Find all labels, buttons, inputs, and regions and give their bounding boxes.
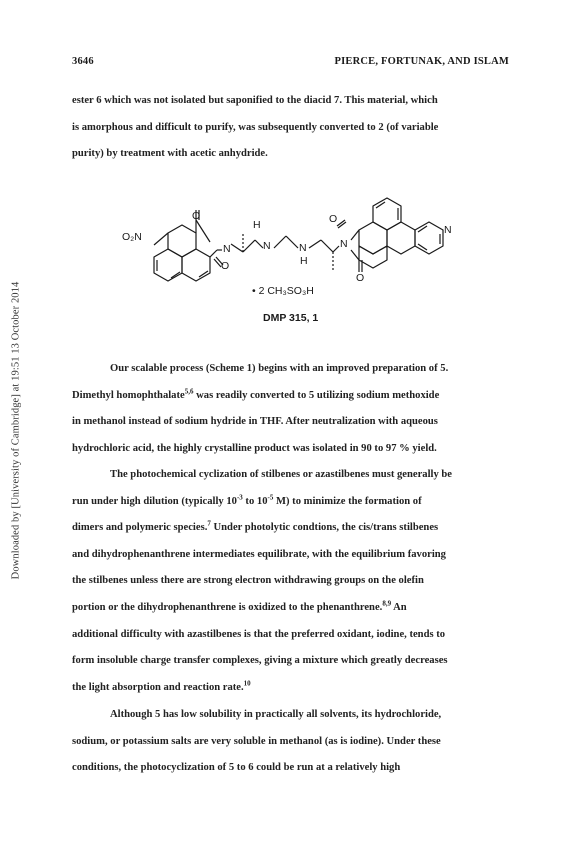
paragraph-scalable-process [72, 356, 506, 462]
nitro-label: O₂N [122, 231, 142, 243]
text-line: additional difficulty with azastilbenes is that the preferred oxidant, iodine, tends to [72, 628, 446, 640]
text-line: Although 5 has low solubility in practically all solvents, its hydrochloride, [110, 709, 442, 720]
salt-label: • 2 CH₃SO₃H [252, 285, 314, 297]
intro-paragraph [72, 88, 506, 168]
text-line: in methanol instead of sodium hydride in THF. After neutralization with aqueous [72, 416, 438, 428]
text-line: Dimethyl homophthalate$^{5,6}$ was readily converted to 5 utilizing sodium methoxide [72, 387, 440, 401]
text-line: portion or the dihydrophenanthrene is oxidized to the phenanthrene.$^{8,9}$ An [72, 599, 407, 613]
amine-nitrogen-label: N [299, 242, 307, 254]
structure-drawing [100, 180, 480, 330]
pyridine-nitrogen-label: N [444, 224, 452, 236]
text-line: is amorphous and difficult to purify, was subsequently converted to 2 (of variable [72, 121, 439, 133]
text-line: The photochemical cyclization of stilbenes or azastilbenes must generally be [110, 469, 453, 480]
text-line: the light absorption and reaction rate.$^{10}$ [72, 679, 251, 693]
download-note: Downloaded by [University of Cambridge] at 19:51 13 October 2014 [10, 281, 22, 579]
carbonyl-oxygen-label: O [192, 210, 201, 222]
text-line: hydrochloric acid, the highly crystalline product was isolated in 90 to 97 % yield. [72, 442, 437, 454]
paragraph-solubility [72, 702, 506, 782]
text-line: run under high dilution (typically $10^{-3}$ to $10^{-5}$ M) to minimize the formation of [72, 493, 422, 507]
amine-nitrogen-label: N [263, 240, 271, 252]
text-line: dimers and polymeric species.$^7$ Under photolytic condtions, the cis/trans stilbenes [72, 519, 439, 534]
download-watermark [8, 70, 24, 790]
imide-nitrogen-label: N [340, 238, 348, 250]
imide-nitrogen-label: N [223, 243, 231, 255]
text-line: conditions, the photocyclization of 5 to 6 could be run at a relatively high [72, 762, 401, 774]
text-line: sodium, or potassium salts are very soluble in methanol (as is iodine). Under these [72, 735, 441, 747]
text-line: and dihydrophenanthrene intermediates equilibrate, with the equilibrium favoring [72, 548, 446, 560]
compound-name: DMP 315, 1 [263, 312, 319, 324]
running-head [72, 56, 509, 67]
text-line: Our scalable process (Scheme 1) begins with an improved preparation of 5. [110, 363, 449, 374]
page-number: 3646 [72, 56, 94, 67]
paragraph-photochemical [72, 462, 506, 701]
text-line: purity) by treatment with acetic anhydride. [72, 148, 268, 160]
carbonyl-oxygen-label: O [356, 272, 365, 284]
carbonyl-oxygen-label: O [329, 213, 338, 225]
carbonyl-oxygen-label: O [221, 260, 230, 272]
chemical-structure-figure [100, 180, 480, 330]
amine-hydrogen-label: H [253, 219, 261, 231]
text-line: the stilbenes unless there are strong electron withdrawing groups on the olefin [72, 575, 424, 587]
text-line: form insoluble charge transfer complexes, giving a mixture which greatly decreases [72, 655, 448, 667]
text-line: ester 6 which was not isolated but saponified to the diacid 7. This material, which [72, 95, 438, 106]
amine-hydrogen-label: H [300, 255, 308, 267]
authors-header: PIERCE, FORTUNAK, AND ISLAM [334, 56, 509, 67]
